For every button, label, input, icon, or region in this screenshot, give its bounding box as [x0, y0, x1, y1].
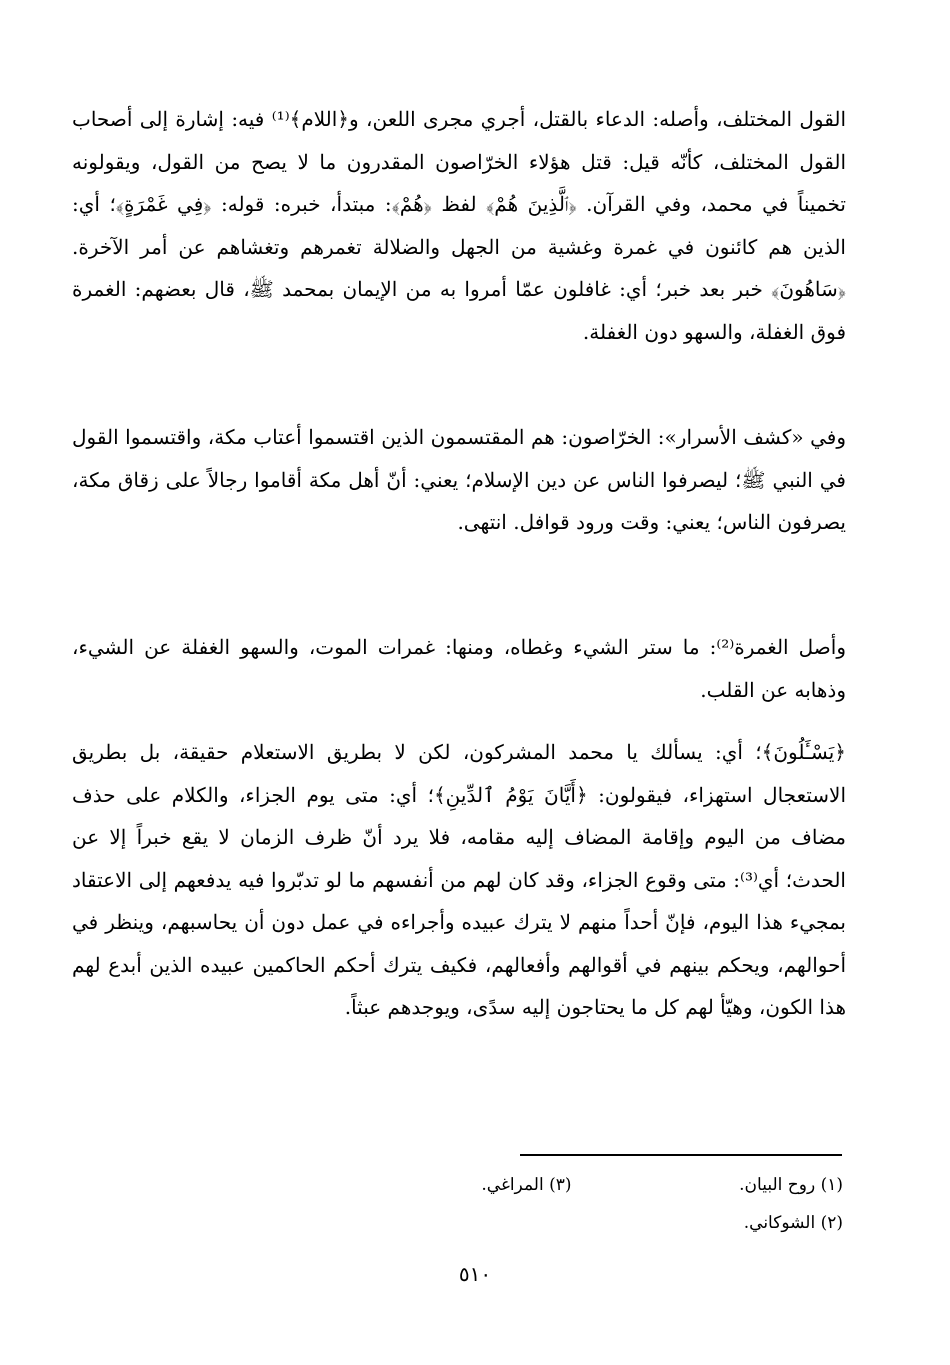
paragraph-4: ﴿يَسْـَٔلُونَ﴾؛ أي: يسألك يا محمد المشركون، لكن لا بطريق الاستعلام حقيقة، بل بطريق الاستعجال استهزاء، فيقولون: ﴿أَيَّانَ يَوْمُ ٱلدِّينِ﴾؛ أي: متى يوم الجزاء، والكلام على حذف مضاف من اليوم وإقامة المضاف إليه مقامه، فلا يرد أنّ ظرف الزمان لا يقع خبراً إلا عن الحدث؛ أي⁽³⁾: متى وقوع الجزاء، وقد كان لهم من أنفسهم ما لو تدبّروا فيه يدفعهم إلى الاعتقاد بمجيء هذا اليوم، فإنّ أحداً منهم لا يترك عبيده وأجراءه في عمل دون أن يحاسبهم، وينظر في أحوالهم، ويحكم بينهم في أقوالهم وأفعالهم، فكيف يترك أحكم الحاكمين عبيده الذين أبدع لهم هذا الكون، وهيّأ لهم كل ما يحتاجون إليه سدًى، ويوجدهم عبثاً. — [72, 740, 846, 1019]
footnote-3: (٣) المراغي. — [481, 1175, 572, 1195]
footnote-2: (٢) الشوكاني. — [743, 1213, 843, 1233]
paragraph-1: القول المختلف، وأصله: الدعاء بالقتل، أجري مجرى اللعن، و﴿اللام﴾⁽¹⁾ فيه: إشارة إلى أصحاب القول المختلف، كأنّه قيل: قتل هؤلاء الخرّاصون المقدرون ما لا يصح من القول، ويقولونه تخميناً في محمد، وفي القرآن. ﴿ٱلَّذِينَ هُمْ﴾ لفظ ﴿هُمْ﴾: مبتدأ، خبره: قوله: ﴿فِي غَمْرَةٍ﴾؛ أي: الذين هم كائنون في غمرة وغشية من الجهل والضلالة تغمرهم وتغشاهم عن أمر الآخرة. ﴿سَاهُونَ﴾ خبر بعد خبر؛ أي: غافلون عمّا أمروا به من الإيمان بمحمد ﷺ، قال بعضهم: الغمرة فوق الغفلة، والسهو دون الغفلة. — [72, 107, 846, 344]
footnotes — [300, 1166, 843, 1242]
page-number: ٥١٠ — [458, 1262, 492, 1286]
paragraph-3: وأصل الغمرة⁽²⁾: ما ستر الشيء وغطاه، ومنها: غمرات الموت، والسهو الغفلة عن الشيء، وذهابه عن القلب. — [72, 635, 846, 702]
main-text — [72, 98, 846, 1131]
footnote-1: (١) روح البيان. — [739, 1175, 843, 1195]
footnote-row-1 — [300, 1166, 843, 1204]
footnote-separator — [520, 1154, 842, 1156]
paragraph-2: وفي «كشف الأسرار»: الخرّاصون: هم المقتسمون الذين اقتسموا أعتاب مكة، واقتسموا القول في النبي ﷺ؛ ليصرفوا الناس عن دين الإسلام؛ يعني: أنّ أهل مكة أقاموا رجالاً على زقاق مكة، يصرفون الناس؛ يعني: وقت ورود قوافل. انتهى. — [72, 425, 846, 534]
footnote-row-2 — [300, 1204, 843, 1242]
